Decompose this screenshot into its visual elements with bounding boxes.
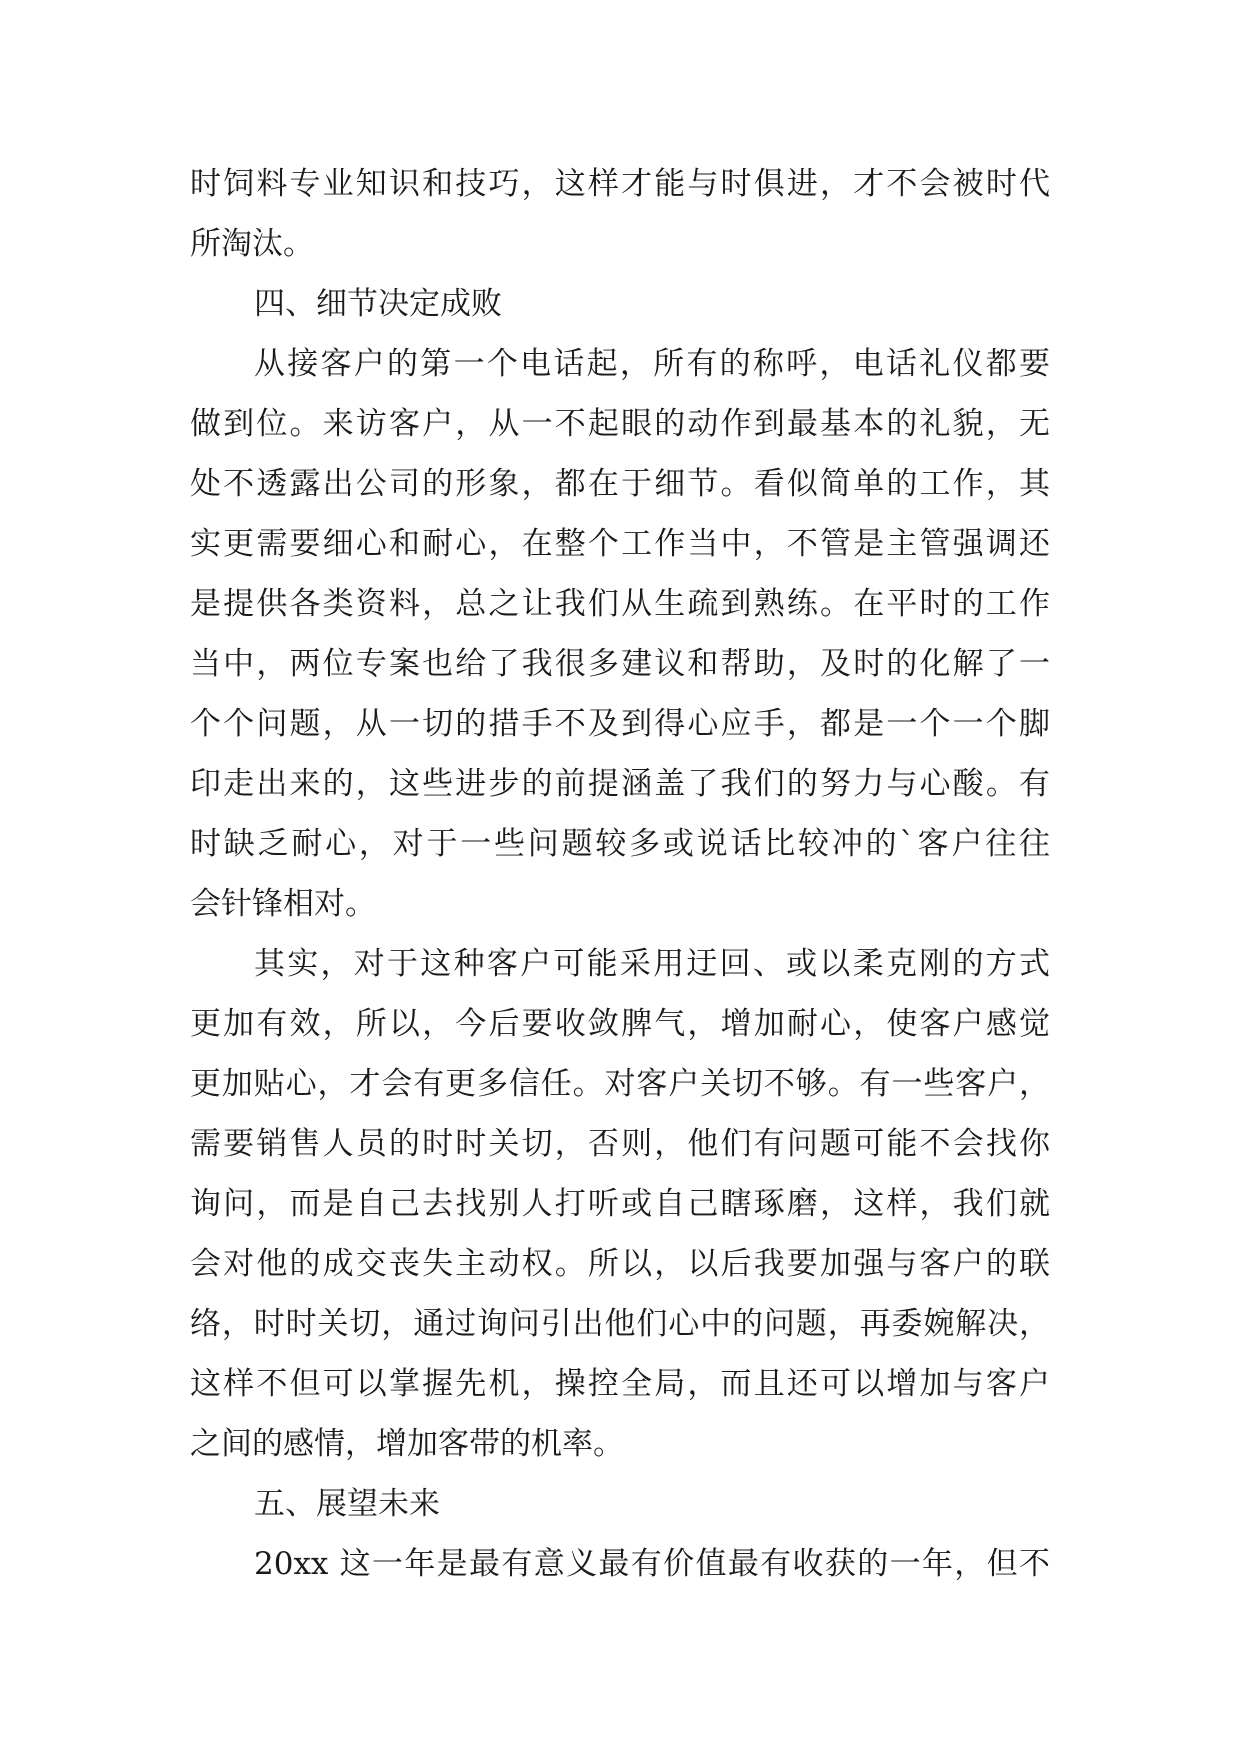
text-line: 时饲料专业知识和技巧，这样才能与时俱进，才不会被时代 <box>190 166 1050 202</box>
text-line: 络，时时关切，通过询问引出他们心中的问题，再委婉解决， <box>190 1306 1050 1342</box>
heading-text: 四、细节决定成败 <box>254 286 502 322</box>
text-line: 时缺乏耐心，对于一些问题较多或说话比较冲的`客户往往 <box>190 826 1050 862</box>
paragraph <box>190 334 1050 934</box>
text-line: 会对他的成交丧失主动权。所以，以后我要加强与客户的联 <box>190 1246 1050 1282</box>
text-line: 其实，对于这种客户可能采用迂回、或以柔克刚的方式 <box>254 946 1050 982</box>
text-line: 个个问题，从一切的措手不及到得心应手，都是一个一个脚 <box>190 706 1050 742</box>
text-line: 实更需要细心和耐心，在整个工作当中，不管是主管强调还 <box>190 526 1050 562</box>
text-line: 当中，两位专案也给了我很多建议和帮助，及时的化解了一 <box>190 646 1050 682</box>
paragraph <box>190 934 1050 1474</box>
heading-text: 五、展望未来 <box>254 1486 440 1522</box>
text-line: 从接客户的第一个电话起，所有的称呼，电话礼仪都要 <box>254 346 1050 382</box>
text-line: 需要销售人员的时时关切，否则，他们有问题可能不会找你 <box>190 1126 1050 1162</box>
text-line: 更加有效，所以，今后要收敛脾气，增加耐心，使客户感觉 <box>190 1006 1050 1042</box>
text-line: 处不透露出公司的形象，都在于细节。看似简单的工作，其 <box>190 466 1050 502</box>
section-heading <box>190 274 1050 334</box>
paragraph <box>190 154 1050 274</box>
text-line: 会针锋相对。 <box>190 886 376 922</box>
text-line: 20xx 这一年是最有意义最有价值最有收获的一年，但不 <box>254 1546 1050 1582</box>
text-line: 之间的感情，增加客带的机率。 <box>190 1426 624 1462</box>
text-line: 询问，而是自己去找别人打听或自己瞎琢磨，这样，我们就 <box>190 1186 1050 1222</box>
text-line: 更加贴心，才会有更多信任。对客户关切不够。有一些客户， <box>190 1066 1050 1102</box>
text-line: 这样不但可以掌握先机，操控全局，而且还可以增加与客户 <box>190 1366 1050 1402</box>
document-body <box>190 154 1050 1594</box>
paragraph <box>190 1534 1050 1594</box>
text-line: 是提供各类资料，总之让我们从生疏到熟练。在平时的工作 <box>190 586 1050 622</box>
section-heading <box>190 1474 1050 1534</box>
text-line: 所淘汰。 <box>190 226 314 262</box>
text-line: 印走出来的，这些进步的前提涵盖了我们的努力与心酸。有 <box>190 766 1050 802</box>
text-line: 做到位。来访客户，从一不起眼的动作到最基本的礼貌，无 <box>190 406 1050 442</box>
